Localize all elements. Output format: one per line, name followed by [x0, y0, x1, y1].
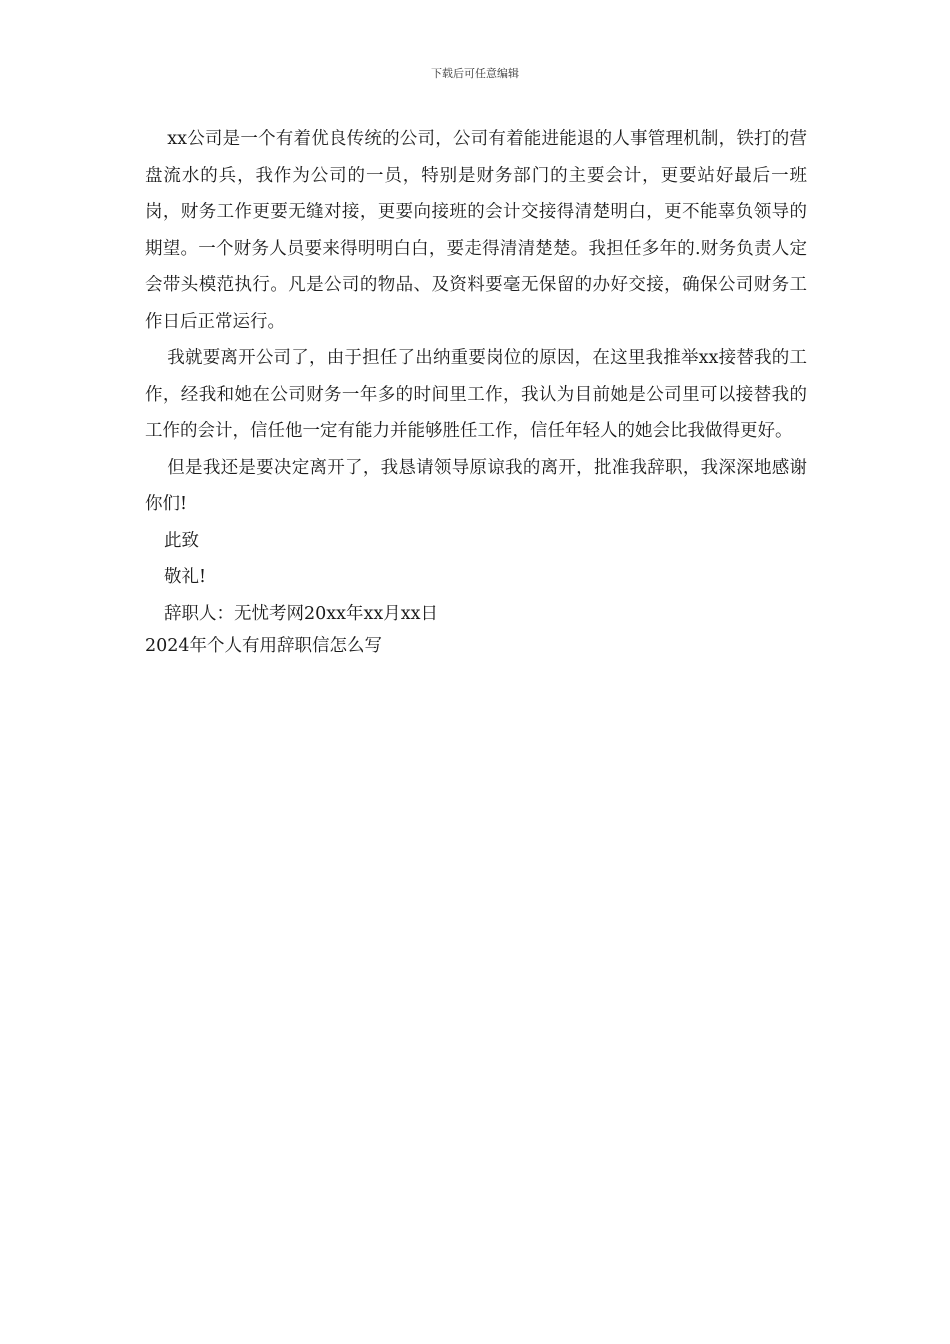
next-article-title: 2024年个人有用辞职信怎么写: [145, 636, 383, 656]
page-header-note: 下载后可任意编辑: [431, 67, 519, 80]
letter-closing: 此致: [164, 530, 199, 551]
letter-body: [145, 121, 807, 660]
letter-signature: 辞职人：无忧考网20xx年xx月xx日: [164, 603, 438, 624]
letter-paragraph-3: 但是我还是要决定离开了，我恳请领导原谅我的离开，批准我辞职，我深深地感谢你们!: [145, 457, 807, 514]
letter-paragraph-1: xx公司是一个有着优良传统的公司，公司有着能进能退的人事管理机制，铁打的营盘流水的兵，我作为公司的一员，特别是财务部门的主要会计，更要站好最后一班岗，财务工作更要无缝对接，更要向接班的会计交接得清楚明白，更不能辜负领导的期望。一个财务人员要来得明明白白，要走得清清楚楚。我担任多年的.财务负责人定会带头模范执行。凡是公司的物品、及资料要毫无保留的办好交接，确保公司财务工作日后正常运行。: [145, 129, 807, 332]
letter-paragraph-2: 我就要离开公司了，由于担任了出纳重要岗位的原因，在这里我推举xx接替我的工作，经我和她在公司财务一年多的时间里工作，我认为目前她是公司里可以接替我的工作的会计，信任他一定有能力并能够胜任工作，信任年轻人的她会比我做得更好。: [145, 348, 807, 441]
letter-salute: 敬礼!: [164, 567, 207, 587]
